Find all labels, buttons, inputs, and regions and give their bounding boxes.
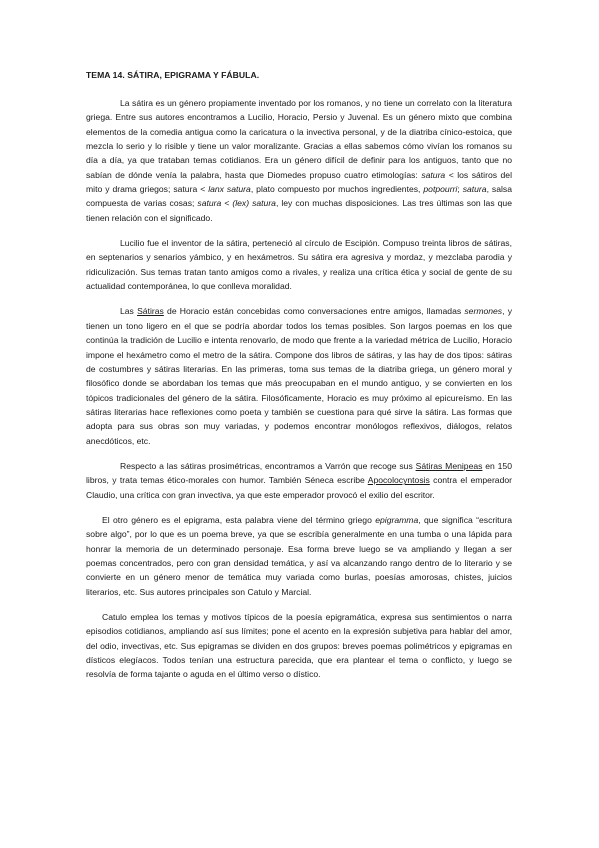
italic-text: (lex) satura <box>232 198 276 209</box>
text-run: < los sátiros del mito y drama griegos; satura < <box>86 169 512 195</box>
paragraph-satiras-prosimetricas <box>86 459 512 502</box>
text-run: en 150 libros, y trata temas ético-morales con humor. También Séneca escribe <box>86 460 512 486</box>
text-run: , y tienen un tono ligero en el que se podría abordar todos los temas posibles. Son largos poemas en los que continúa la tradición de Lucilio e intenta renovarlo, de modo que frente a la variedad métrica de Lucilio, Horacio impone el hexámetro como el metro de la sátira. Compone dos libros de sátiras, y las hay de dos tipos: sátiras de costumbres y sátiras literarias. En las primeras, toma sus temas de la diatriba griega, un género moral y filosófico donde se abordaban los temas que más preocupaban en el mundo antiguo, y se convierten en los tópicos tradicionales del género de la sátira. Filosóficamente, Horacio es muy próximo al epicureísmo. En las sátiras literarias hace reflexiones como poeta y también se cuestiona para qué sirve la sátira. Las formas que adopta para sus obras son muy variadas, y podemos encontrar monólogos reflexivos, diálogos, relatos anecdóticos, etc. <box>86 306 513 446</box>
text-run: , que significa “escritura sobre algo”, por lo que es un poema breve, ya que se escribía generalmente en una tumba o una lápida para honrar la memoria de un determinado personaje. Esa forma breve luego se va ampliando y llegan a ser poemas concentrados, pero con gran densidad temática, y así va alcanzando rango dentro de lo literario y se convierte en un género menor de temática muy variada como burlas, poesías amorosas, chistes, juicios literarios, etc. Sus autores principales son Catulo y Marcial. <box>86 514 512 597</box>
paragraph-satira-intro <box>86 96 512 225</box>
underlined-text: Sátiras Menipeas <box>415 460 483 471</box>
text-run: Catulo emplea los temas y motivos típicos de la poesía epigramática, expresa sus sentimientos o narra episodios cotidianos, ampliando así sus límites; pone el acento en la expresión subjetiva para hablar del amor, del odio, invectivas, etc. Sus epigramas se dividen en dos grupos: breves poemas polimétricos y epigramas en dísticos elegíacos. Todos tenían una estructura parecida, que era plantear el tema o conflicto, y luego se resolvía de forma tajante o aguda en el último verso o dístico. <box>86 612 512 680</box>
italic-text: satura <box>197 198 222 209</box>
text-run: Las <box>120 306 138 317</box>
paragraph-horacio <box>86 304 512 447</box>
paragraph-catulo <box>86 610 512 682</box>
underlined-text: Apocolocyntosis <box>367 475 430 486</box>
italic-text: epigramma <box>375 514 419 525</box>
text-run: ; <box>457 184 463 195</box>
text-run: Lucilio fue el inventor de la sátira, perteneció al círculo de Escipión. Compuso treinta libros de sátiras, en septenarios y senarios yámbico, y en hexámetros. Su sátira era agresiva y mordaz, y mezclaba parodia y ridiculización. Sus temas tratan tanto amigos como a rivales, y realiza una crítica ética y social de gente de su actualidad contemporánea, lo que conlleva moralidad. <box>86 238 512 292</box>
text-run: contra el emperador Claudio, una crítica con gran invectiva, ya que este emperador provocó el exilio del escritor. <box>86 475 513 500</box>
underlined-text: Sátiras <box>137 306 164 317</box>
italic-text: satura <box>462 184 487 195</box>
text-run: , ley con muchas disposiciones. Las tres últimas son las que tienen relación con el significado. <box>86 198 512 223</box>
italic-text: sermones <box>464 306 503 317</box>
text-run: , salsa compuesta de varias cosas; <box>86 184 512 209</box>
italic-text: satura <box>421 169 446 180</box>
text-run: < <box>221 198 233 209</box>
text-run: Respecto a las sátiras prosimétricas, encontramos a Varrón que recoge sus <box>120 460 416 471</box>
text-run: , plato compuesto por muchos ingredientes, <box>250 184 424 195</box>
paragraph-epigrama <box>86 513 512 599</box>
text-run: de Horacio están concebidas como conversaciones entre amigos, llamadas <box>163 306 465 317</box>
document-title: TEMA 14. SÁTIRA, EPIGRAMA Y FÁBULA. <box>86 70 260 80</box>
paragraph-lucilio <box>86 236 512 293</box>
italic-text: lanx satura <box>208 184 251 195</box>
text-run: El otro género es el epigrama, esta palabra viene del término griego <box>102 514 376 525</box>
text-run: La sátira es un género propiamente inventado por los romanos, y no tiene un correlato con la literatura griega. Entre sus autores encontramos a Lucilio, Horacio, Persio y Juvenal. Es un género mixto que combina elementos de la comedia antigua como la caricatura o la invectiva personal, y de la diatriba cínico-estoica, que mezcla lo serio y lo risible y tiene un valor moralizante. Gracias a ellas sabemos cómo vivían los romanos su día a día, ya que trataban temas cotidianos. Era un género difícil de definir para los antiguos, tanto que no sabían de dónde venía la palabra, hasta que Diomedes propuso cuatro etimologías: <box>86 98 512 180</box>
italic-text: potpourri <box>423 184 458 195</box>
